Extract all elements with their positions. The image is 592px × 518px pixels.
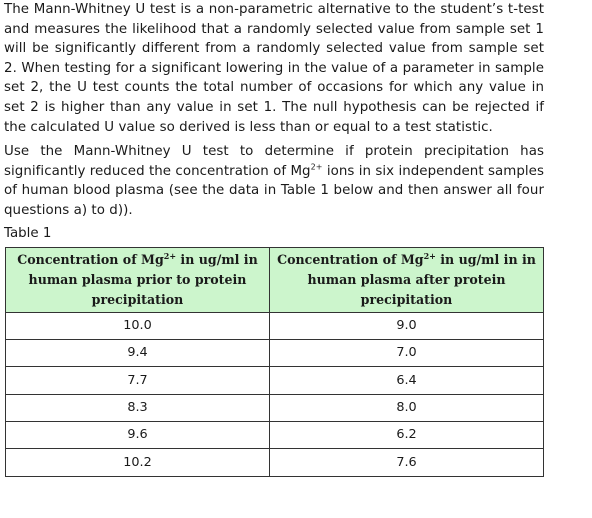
task-text-before: Use the Mann-Whitney U test to determine if protein precipitation has significantly reduced the concentration of Mg: [4, 144, 544, 179]
header-text-after: in ug/ml in in human plasma after protein precipitation: [307, 251, 536, 307]
cell-before: 9.6: [6, 422, 270, 449]
cell-before: 7.7: [6, 367, 270, 394]
cell-before: 8.3: [6, 394, 270, 421]
intro-paragraph: The Mann-Whitney U test is a non-parametric alternative to the student’s t-test and measures the likelihood that a randomly selected value from sample set 1 will be significantly different from a randomly selected value from sample set 2. When testing for a significant lowering in the value of a parameter in sample set 2, the U test counts the total number of occasions for which any value in set 2 is higher than any value in set 1. The null hypothesis can be rejected if the calculated U value so derived is less than or equal to a test statistic.: [4, 2, 544, 135]
task-paragraph: [4, 142, 544, 220]
cell-after: 6.2: [270, 422, 544, 449]
table-row: [6, 367, 544, 394]
header-text-after: in ug/ml in human plasma prior to protein precipitation: [28, 251, 258, 307]
data-table: [5, 247, 544, 477]
header-after-precipitation: [270, 247, 544, 312]
table-row: [6, 422, 544, 449]
cell-before: 9.4: [6, 339, 270, 366]
table-header-row: [6, 247, 544, 312]
header-superscript: 2+: [423, 250, 436, 261]
cell-after: 9.0: [270, 312, 544, 339]
header-text-before: Concentration of Mg: [277, 251, 424, 267]
table-caption: Table 1: [4, 225, 52, 241]
cell-after: 7.6: [270, 449, 544, 476]
cell-after: 7.0: [270, 339, 544, 366]
table-row: [6, 312, 544, 339]
cell-after: 8.0: [270, 394, 544, 421]
task-text-after: ions in six independent samples of human blood plasma (see the data in Table 1 below and then answer all four questions a) to d)).: [4, 163, 544, 218]
cell-before: 10.2: [6, 449, 270, 476]
cell-before: 10.0: [6, 312, 270, 339]
task-superscript: 2+: [310, 162, 323, 172]
table-row: [6, 449, 544, 476]
header-before-precipitation: [6, 247, 270, 312]
table-row: [6, 394, 544, 421]
table-row: [6, 339, 544, 366]
header-text-before: Concentration of Mg: [17, 251, 164, 267]
cell-after: 6.4: [270, 367, 544, 394]
header-superscript: 2+: [163, 250, 177, 261]
